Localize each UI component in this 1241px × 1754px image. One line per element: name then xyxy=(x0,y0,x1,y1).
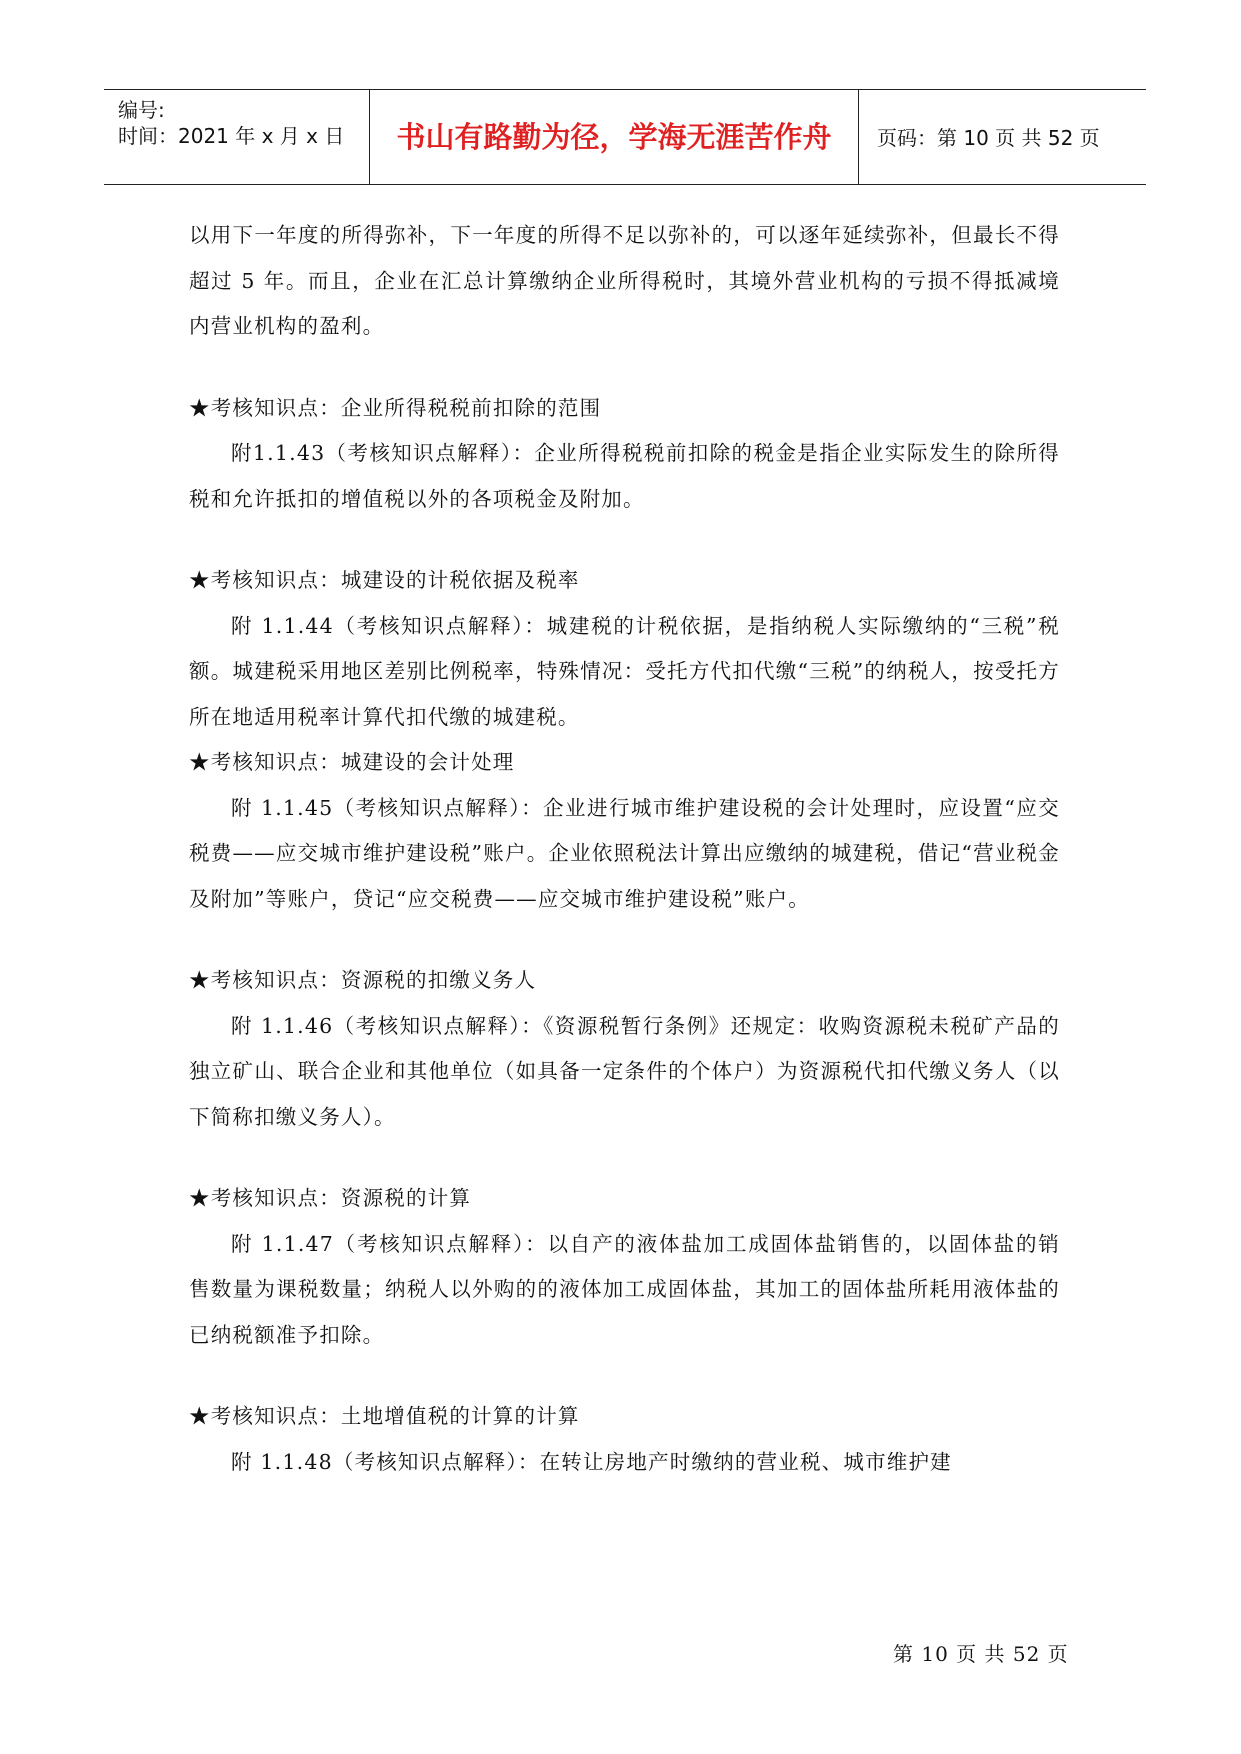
document-body xyxy=(189,213,1060,1485)
time-label: 时间：2021 年 x 月 x 日 xyxy=(118,124,345,148)
section-body: 附1.1.43（考核知识点解释）：企业所得税税前扣除的税金是指企业实际发生的除所得税和允许抵扣的增值税以外的各项税金及附加。 xyxy=(189,441,1060,511)
section-heading: ★考核知识点：企业所得税税前扣除的范围 xyxy=(189,395,602,420)
section-body: 附 1.1.47（考核知识点解释）：以自产的液体盐加工成固体盐销售的，以固体盐的销售数量为课税数量；纳税人以外购的的液体加工成固体盐，其加工的固体盐所耗用液体盐的已纳税额准予扣除。 xyxy=(189,1231,1060,1347)
section-heading: ★考核知识点：城建设的计税依据及税率 xyxy=(189,568,580,592)
section-heading: ★考核知识点：土地增值税的计算的计算 xyxy=(189,1404,580,1428)
motto-text: 书山有路勤为径，学海无涯苦作舟 xyxy=(396,120,832,154)
section-heading: ★考核知识点：资源税的计算 xyxy=(189,1186,472,1210)
number-label: 编号: xyxy=(118,98,165,122)
document-header xyxy=(104,89,1146,185)
section-body: 附 1.1.46（考核知识点解释）：《资源税暂行条例》还规定：收购资源税未税矿产品的独立矿山、联合企业和其他单位（如具备一定条件的个体户）为资源税代扣代缴义务人（以下简称扣缴义务人）。 xyxy=(189,1013,1060,1129)
section-body: 附 1.1.48（考核知识点解释）：在转让房地产时缴纳的营业税、城市维护建 xyxy=(231,1449,952,1474)
page-info: 页码：第 10 页 共 52 页 xyxy=(877,126,1100,150)
header-motto-cell xyxy=(369,90,859,184)
section-heading: ★考核知识点：资源税的扣缴义务人 xyxy=(189,968,537,992)
section-body: 附 1.1.45（考核知识点解释）：企业进行城市维护建设税的会计处理时，应设置“应交税费——应交城市维护建设税”账户。企业依照税法计算出应缴纳的城建税，借记“营业税金及附加”等账户，贷记“应交税费——应交城市维护建设税”账户。 xyxy=(189,795,1060,911)
intro-paragraph: 以用下一年度的所得弥补，下一年度的所得不足以弥补的，可以逐年延续弥补，但最长不得超过 5 年。而且，企业在汇总计算缴纳企业所得税时，其境外营业机构的亏损不得抵减境内营业机构的盈利。 xyxy=(189,223,1060,338)
header-info-cell xyxy=(104,90,369,184)
page-footer: 第 10 页 共 52 页 xyxy=(893,1642,1069,1666)
header-page-cell xyxy=(859,90,1146,184)
section-heading: ★考核知识点：城建设的会计处理 xyxy=(189,750,515,774)
section-body: 附 1.1.44（考核知识点解释）：城建税的计税依据，是指纳税人实际缴纳的“三税”税额。城建税采用地区差别比例税率，特殊情况：受托方代扣代缴“三税”的纳税人，按受托方所在地适用税率计算代扣代缴的城建税。 xyxy=(189,613,1060,729)
